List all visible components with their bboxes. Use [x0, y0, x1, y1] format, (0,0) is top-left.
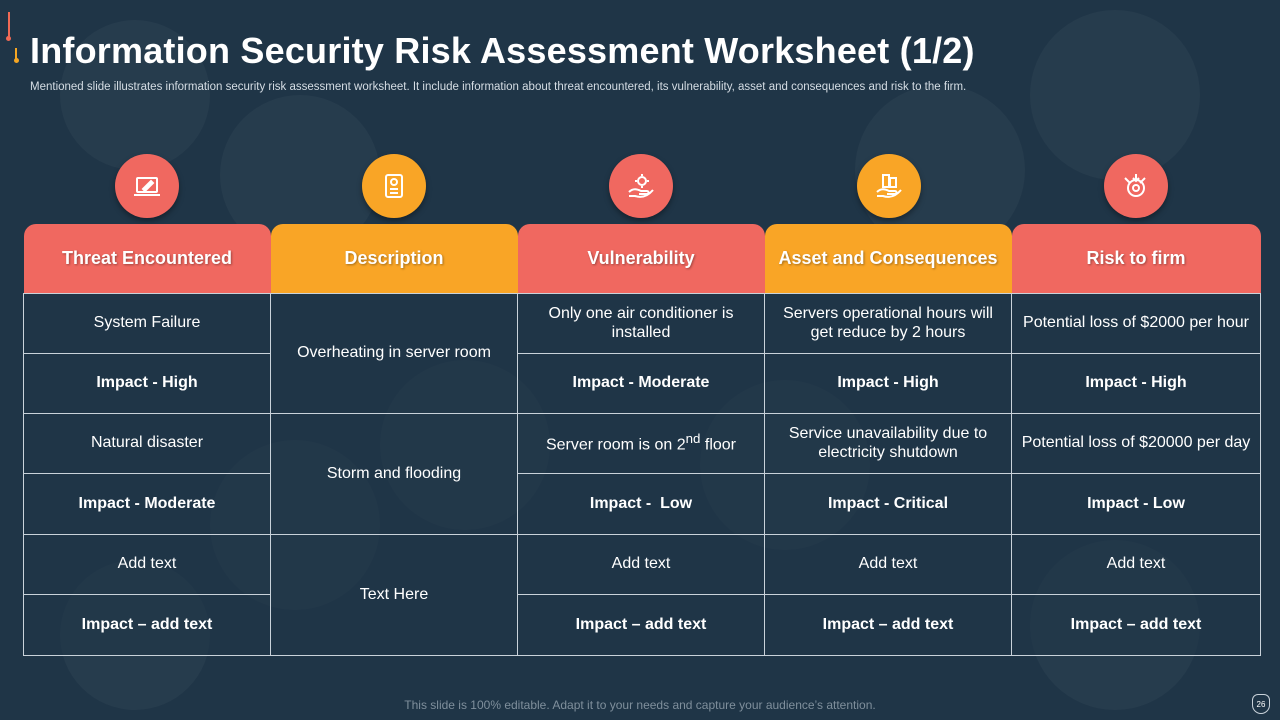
header-vulnerability: Vulnerability: [518, 224, 765, 293]
vulnerability-cell: [518, 413, 765, 473]
risk-cell: Add text: [1012, 534, 1261, 594]
threat-impact-cell: Impact - High: [24, 353, 271, 413]
accent-dot: [14, 58, 19, 63]
asset-cell: Add text: [765, 534, 1012, 594]
laptop-pen-icon: [115, 154, 179, 218]
risk-cell: Potential loss of $2000 per hour: [1012, 293, 1261, 353]
hand-money-icon: [857, 154, 921, 218]
threat-cell: Add text: [24, 534, 271, 594]
vulnerability-impact-cell: Impact - Moderate: [518, 353, 765, 413]
hand-gear-icon: [609, 154, 673, 218]
accent-line: [8, 12, 10, 38]
page-title: Information Security Risk Assessment Worksheet (1/2): [30, 30, 975, 71]
risk-cell: Potential loss of $20000 per day: [1012, 413, 1261, 473]
risk-impact-cell: Impact – add text: [1012, 594, 1261, 655]
page-number-badge: 26: [1252, 694, 1270, 714]
vulnerability-text-end: floor: [700, 436, 736, 454]
header-asset-and-consequences: Asset and Consequences: [765, 224, 1012, 293]
footer-note: This slide is 100% editable. Adapt it to your needs and capture your audience’s attention.: [404, 698, 876, 712]
header-description: Description: [271, 224, 518, 293]
asset-cell: Service unavailability due to electricity shutdown: [765, 413, 1012, 473]
threat-impact-cell: Impact - Moderate: [24, 473, 271, 534]
vulnerability-impact-cell: Impact – add text: [518, 594, 765, 655]
accent-dot: [6, 36, 11, 41]
threat-cell: System Failure: [24, 293, 271, 353]
vulnerability-cell: Add text: [518, 534, 765, 594]
vulnerability-cell: Only one air conditioner is installed: [518, 293, 765, 353]
asset-cell: Servers operational hours will get reduce by 2 hours: [765, 293, 1012, 353]
table-row: [24, 534, 1261, 594]
asset-impact-cell: Impact - Critical: [765, 473, 1012, 534]
threat-impact-cell: Impact – add text: [24, 594, 271, 655]
vulnerability-text: Server room is on 2: [545, 436, 686, 454]
header-threat-encountered: Threat Encountered: [24, 224, 271, 293]
vulnerability-impact-cell: Impact - Low: [518, 473, 765, 534]
certificate-scroll-icon: [362, 154, 426, 218]
asset-impact-cell: Impact - High: [765, 353, 1012, 413]
description-cell: Overheating in server room: [271, 293, 518, 413]
threat-cell: Natural disaster: [24, 413, 271, 473]
table-row: [24, 353, 1261, 413]
background-circle: [1030, 10, 1200, 180]
ordinal-suffix: nd: [685, 431, 701, 447]
header-risk-to-firm: Risk to firm: [1012, 224, 1261, 293]
page-subtitle: Mentioned slide illustrates information security risk assessment worksheet. It include information about threat encountered, its vulnerability, asset and consequences and risk to the firm.: [30, 81, 967, 93]
risk-impact-cell: Impact - Low: [1012, 473, 1261, 534]
risk-assessment-table: [23, 224, 1261, 656]
table-row: [24, 413, 1261, 473]
target-arrows-icon: [1104, 154, 1168, 218]
description-cell: Text Here: [271, 534, 518, 655]
risk-impact-cell: Impact - High: [1012, 353, 1261, 413]
table-row: [24, 594, 1261, 655]
asset-impact-cell: Impact – add text: [765, 594, 1012, 655]
table-row: [24, 293, 1261, 353]
table-row: [24, 473, 1261, 534]
description-cell: Storm and flooding: [271, 413, 518, 534]
